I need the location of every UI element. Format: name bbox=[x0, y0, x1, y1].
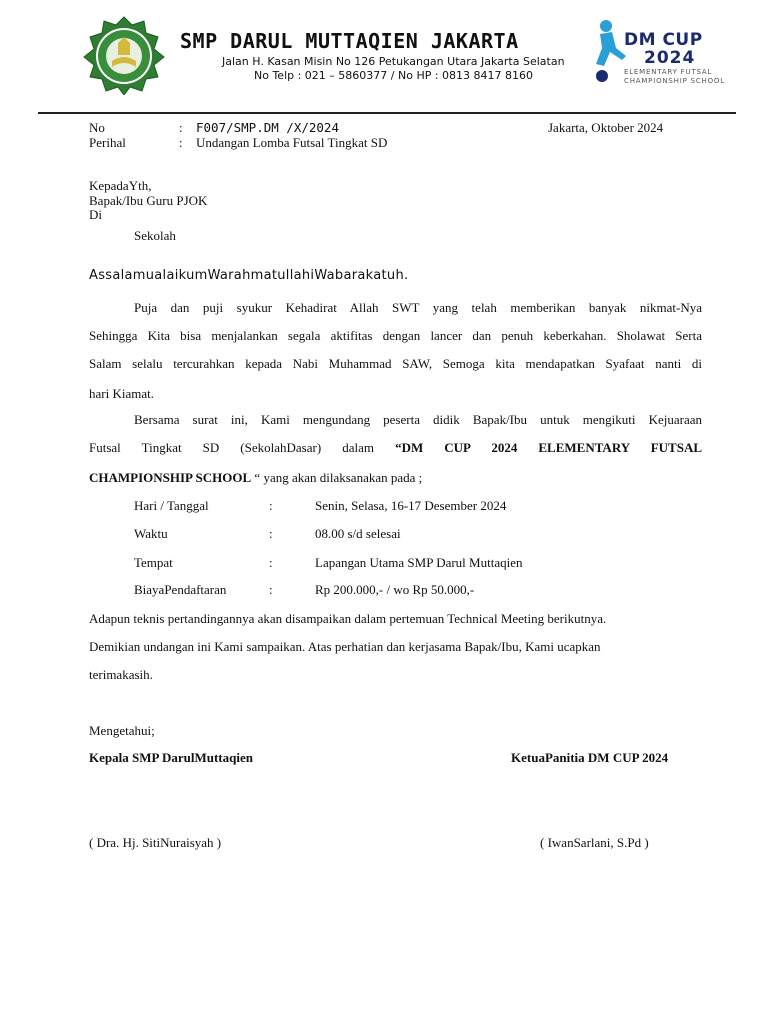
perihal-value: Undangan Lomba Futsal Tingkat SD bbox=[196, 135, 388, 150]
detail-separator: : bbox=[269, 498, 273, 513]
dm-cup-subtitle-2: CHAMPIONSHIP SCHOOL bbox=[624, 77, 725, 85]
detail-separator: : bbox=[269, 526, 273, 541]
event-name-part-2: CHAMPIONSHIP SCHOOL bbox=[89, 470, 252, 485]
no-label: No bbox=[89, 120, 105, 135]
detail-label: Tempat bbox=[134, 555, 173, 570]
detail-separator: : bbox=[269, 582, 273, 597]
paragraph-2-line-2 bbox=[89, 434, 702, 462]
mengetahui-label: Mengetahui; bbox=[89, 723, 155, 738]
closing-line-2: Demikian undangan ini Kami sampaikan. Atas perhatian dan kerjasama Bapak/Ibu, Kami ucapkan bbox=[89, 639, 601, 654]
detail-value: 08.00 s/d selesai bbox=[315, 526, 401, 541]
paragraph-1-line-2: Sehingga Kita bisa menjalankan segala aktifitas dengan lancer dan penuh keberkahan. Sholawat Serta bbox=[89, 328, 702, 343]
recipient-line-3: Di bbox=[89, 207, 102, 222]
detail-value: Senin, Selasa, 16-17 Desember 2024 bbox=[315, 498, 507, 513]
school-crest-icon bbox=[80, 15, 168, 95]
paragraph-1-line-4: hari Kiamat. bbox=[89, 386, 154, 401]
perihal-separator: : bbox=[179, 135, 183, 150]
dm-cup-title: DM CUP bbox=[624, 30, 703, 50]
dm-cup-year: 2024 bbox=[644, 48, 696, 68]
letter-number: F007/SMP.DM /X/2024 bbox=[196, 120, 339, 135]
recipient-line-2: Bapak/Ibu Guru PJOK bbox=[89, 193, 208, 208]
detail-label: Waktu bbox=[134, 526, 168, 541]
paragraph-2-line-2-normal: Futsal Tingkat SD (SekolahDasar) dalam bbox=[89, 440, 374, 455]
school-phone: No Telp : 021 – 5860377 / No HP : 0813 8417 8160 bbox=[254, 69, 534, 82]
detail-label: Hari / Tanggal bbox=[134, 498, 209, 513]
paragraph-2-line-3 bbox=[89, 470, 422, 485]
school-address: Jalan H. Kasan Misin No 126 Petukangan Utara Jakarta Selatan bbox=[222, 55, 565, 68]
letter-date: Jakarta, Oktober 2024 bbox=[548, 120, 664, 135]
closing-line-1: Adapun teknis pertandingannya akan disampaikan dalam pertemuan Technical Meeting berikutnya. bbox=[89, 611, 607, 626]
dm-cup-subtitle-1: ELEMENTARY FUTSAL bbox=[624, 68, 713, 76]
paragraph-1-line-1: Puja dan puji syukur Kehadirat Allah SWT yang telah memberikan banyak nikmat-Nya bbox=[134, 300, 702, 315]
letterhead-divider bbox=[38, 112, 736, 114]
paragraph-1-line-3: Salam selalu tercurahkan kepada Nabi Muhammad SAW, Semoga kita mendapatkan Syafaat nanti di bbox=[89, 356, 702, 371]
signatory-left-title: Kepala SMP DarulMuttaqien bbox=[89, 750, 253, 765]
signatory-right-title: KetuaPanitia DM CUP 2024 bbox=[511, 750, 669, 765]
greeting: AssalamualaikumWarahmatullahiWabarakatuh. bbox=[89, 268, 409, 283]
detail-separator: : bbox=[269, 555, 273, 570]
event-name-part-1: “DM CUP 2024 ELEMENTARY FUTSAL bbox=[395, 440, 703, 455]
signatory-right-name: ( IwanSarlani, S.Pd ) bbox=[540, 835, 649, 850]
perihal-label: Perihal bbox=[89, 135, 126, 150]
signatory-left-name: ( Dra. Hj. SitiNuraisyah ) bbox=[89, 835, 222, 850]
recipient-line-4: Sekolah bbox=[134, 228, 176, 243]
school-name: SMP DARUL MUTTAQIEN JAKARTA bbox=[180, 29, 519, 53]
detail-value: Rp 200.000,- / wo Rp 50.000,- bbox=[315, 582, 475, 597]
paragraph-2-line-1: Bersama surat ini, Kami mengundang peserta didik Bapak/Ibu untuk mengikuti Kejuaraan bbox=[134, 412, 702, 427]
paragraph-2-line-3-normal: “ yang akan dilaksanakan pada ; bbox=[254, 470, 423, 485]
no-separator: : bbox=[179, 120, 183, 135]
recipient-line-1: KepadaYth, bbox=[89, 178, 152, 193]
closing-line-3: terimakasih. bbox=[89, 667, 153, 682]
detail-label: BiayaPendaftaran bbox=[134, 582, 227, 597]
detail-value: Lapangan Utama SMP Darul Muttaqien bbox=[315, 555, 523, 570]
